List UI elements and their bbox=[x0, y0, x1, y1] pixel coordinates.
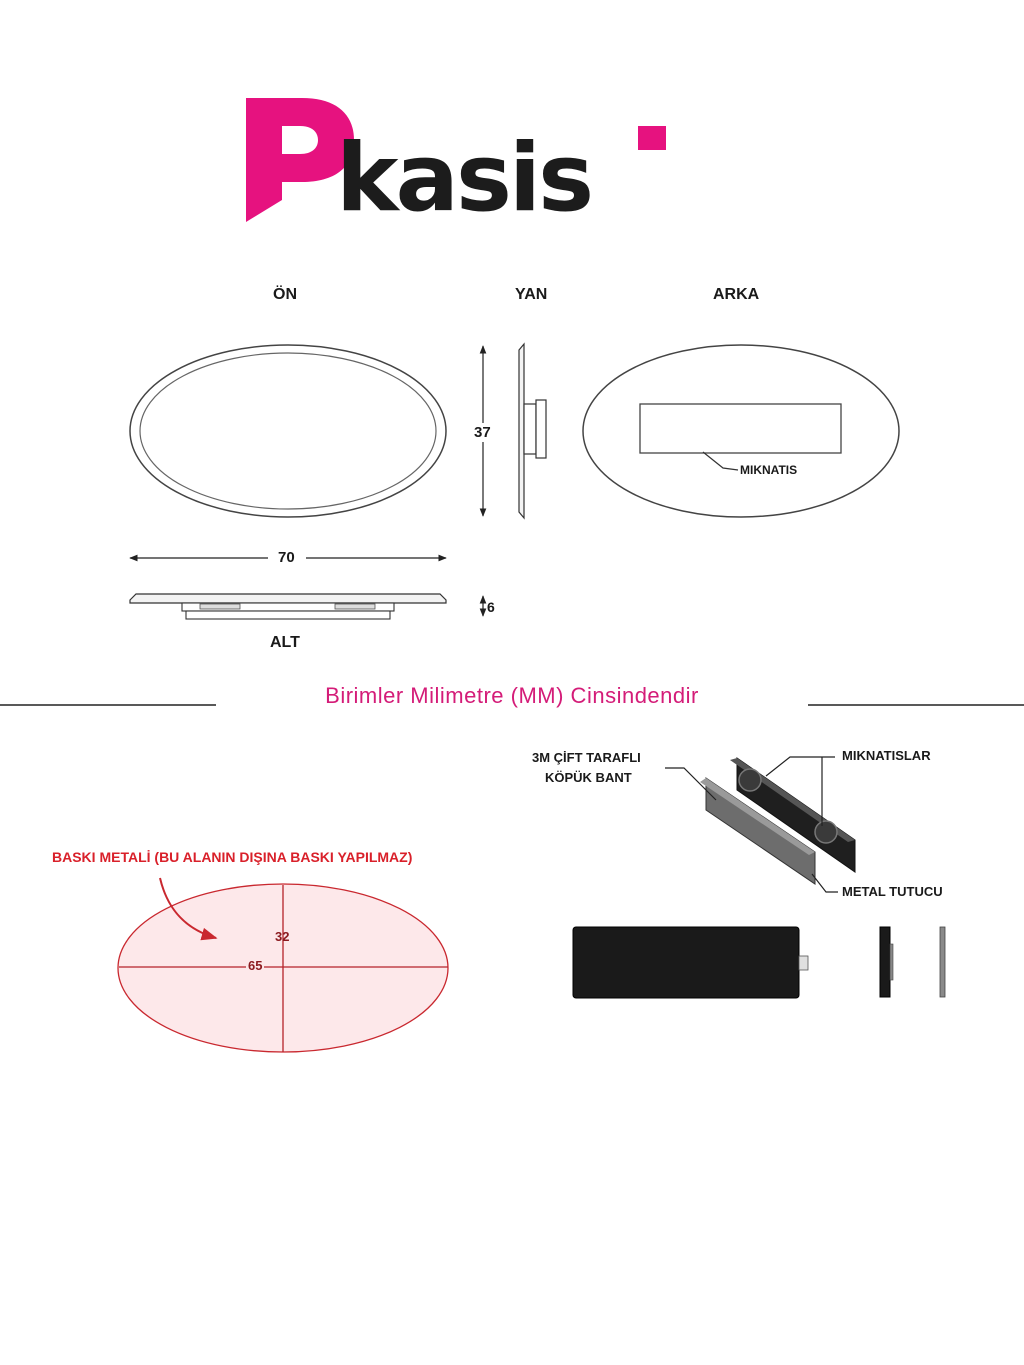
magnet-label: MIKNATIS bbox=[740, 463, 798, 477]
back-view-label: ARKA bbox=[713, 286, 760, 303]
side-view-badge bbox=[519, 344, 546, 518]
print-area-height-label: 32 bbox=[275, 929, 290, 944]
logo-wordmark: kasis bbox=[336, 124, 592, 233]
print-area-title: BASKI METALİ (BU ALANIN DIŞINA BASKI YAPILMAZ) bbox=[52, 849, 413, 865]
height-dimension-label: 37 bbox=[474, 424, 491, 441]
units-note: Birimler Milimetre (MM) Cinsindendir bbox=[325, 683, 699, 708]
tape-label-line2: KÖPÜK BANT bbox=[545, 770, 632, 785]
holder-side-view bbox=[880, 927, 893, 997]
holder-label: METAL TUTUCU bbox=[842, 884, 943, 899]
width-dimension-label: 70 bbox=[278, 549, 295, 566]
holder-front-view bbox=[573, 927, 808, 998]
depth-dimension-label: 6 bbox=[487, 599, 495, 615]
holder-edge-view bbox=[940, 927, 945, 997]
bottom-view-badge bbox=[130, 594, 446, 619]
holder-leader-line bbox=[812, 874, 838, 892]
front-view-badge bbox=[130, 345, 446, 517]
back-view-badge bbox=[583, 345, 899, 517]
magnets-label: MIKNATISLAR bbox=[842, 748, 931, 763]
tape-label-line1: 3M ÇİFT TARAFLI bbox=[532, 750, 641, 765]
magnet-parts-exploded bbox=[665, 757, 855, 892]
print-area-width-label: 65 bbox=[248, 958, 263, 973]
bottom-view-label: ALT bbox=[270, 634, 300, 651]
side-view-label: YAN bbox=[515, 286, 548, 303]
front-view-label: ÖN bbox=[273, 286, 297, 303]
print-area-diagram bbox=[118, 878, 448, 1052]
